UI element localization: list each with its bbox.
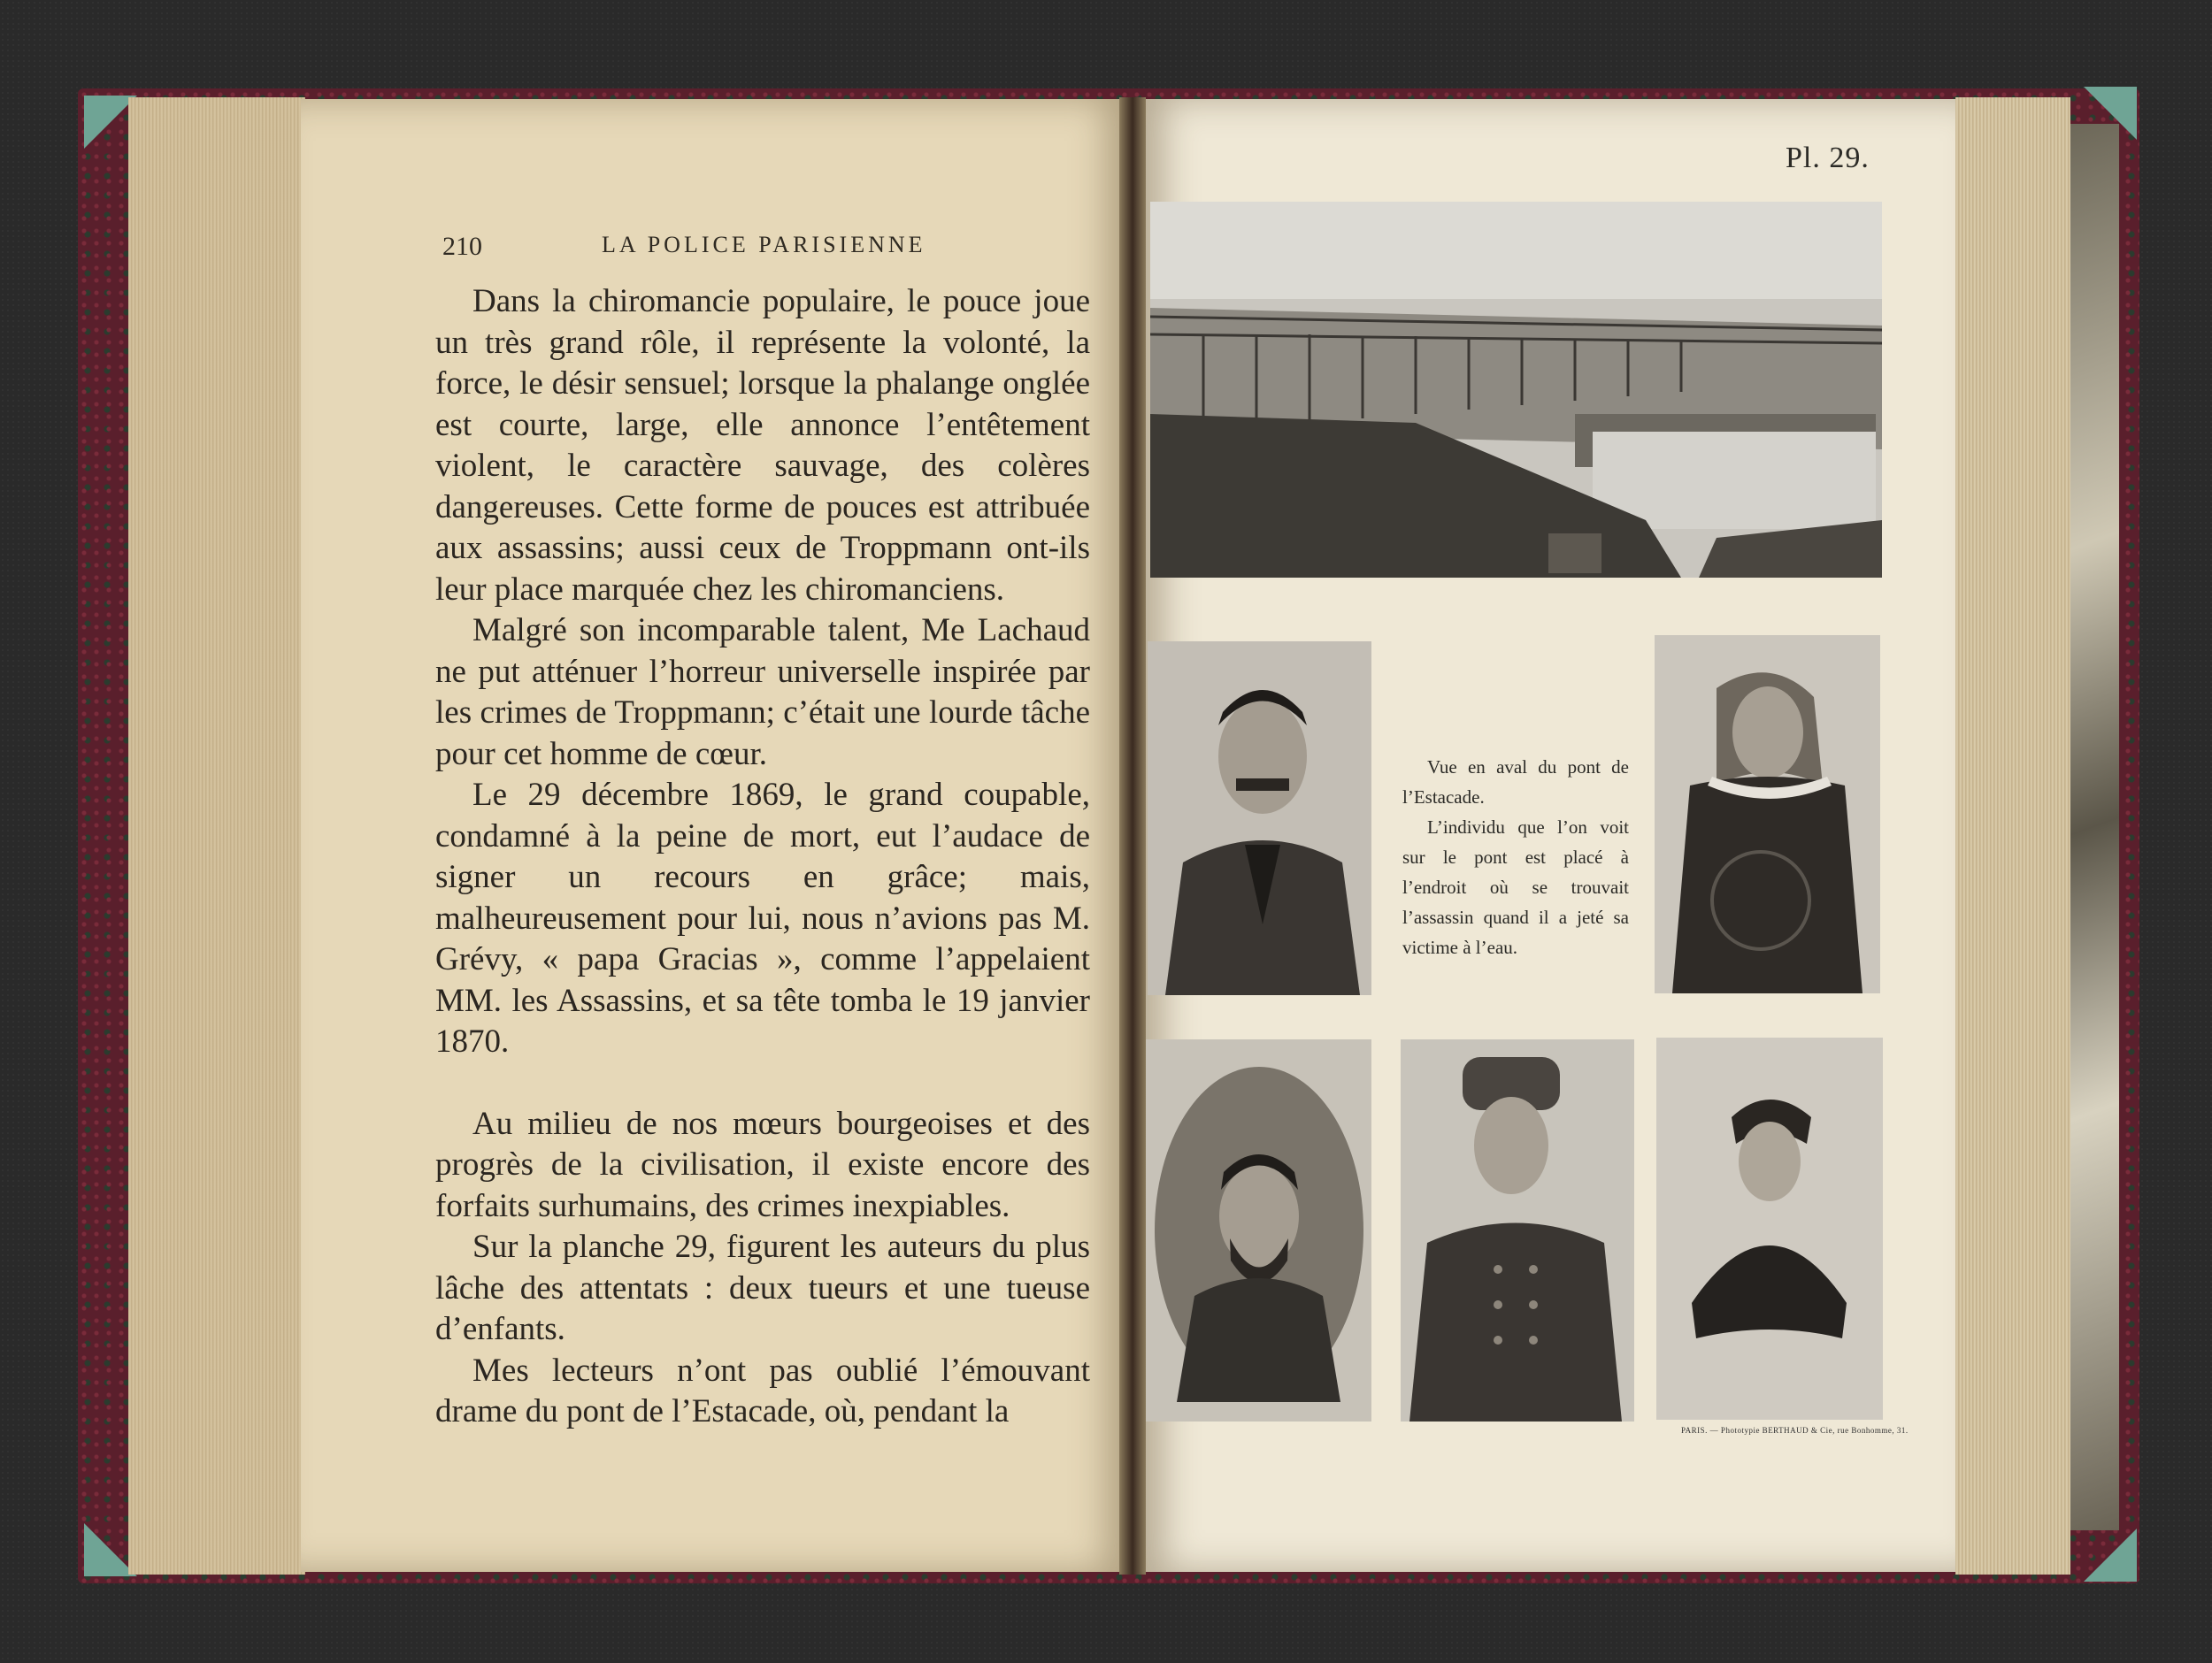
plate-number: Pl. 29. [1786,142,1870,174]
running-title: LA POLICE PARISIENNE [602,232,926,257]
section-break [435,1063,1090,1104]
caption-text: L’individu que l’on voit sur le pont est placé à l’endroit où se trouvait l’assassin quand il a jeté sa victime à l’eau. [1402,816,1629,958]
paragraph: Sur la planche 29, figurent les auteurs du plus lâche des attentats : deux tueurs et une tueuse d’enfants. [435,1229,1090,1347]
paragraph: Le 29 décembre 1869, le grand coupable, condamné à la peine de mort, eut l’audace de signer un recours en grâce; mais, malheureusement pour lui, nous n’avions pas M. Grévy, « papa Gracias », comme l’appelaient MM. les Assassins, et sa tête tomba le 19 janvier 1870. [435,777,1090,1060]
plate-caption [1402,752,1629,962]
paragraph: Mes lecteurs n’ont pas oublié l’émouvant drame du pont de l’Estacade, où, pendant la [435,1352,1090,1429]
printer-credit: PARIS. — Phototypie BERTHAUD & Cie, rue Bonhomme, 31. [1681,1426,1909,1435]
page-number: 210 [442,232,482,261]
marbled-endpaper [2066,124,2119,1530]
portrait-man-mustache [1148,641,1371,995]
portrait-girl [1655,635,1880,993]
paragraph: Au milieu de nos mœurs bourgeoises et des progrès de la civilisation, il existe encore des forfaits surhumains, des crimes inexpiables. [435,1105,1090,1224]
paragraph: Dans la chiromancie populaire, le pouce joue un très grand rôle, il représente la volonté, la force, le désir sensuel; lorsque la phalange onglée est courte, large, elle annonce l’entêtement violent, le caractère sauvage, des colères dangereuses. Cette forme de pouces est attribuée aux assassins; aussi ceux de Troppmann ont-ils leur place marquée chez les chiromanciens. [435,283,1090,608]
page-edges-left [128,97,305,1575]
paragraph: Malgré son incomparable talent, Me Lachaud ne put atténuer l’horreur universelle inspirée par les crimes de Troppmann; c’était une lourde tâche pour cet homme de cœur. [435,612,1090,772]
bridge-photo [1150,202,1882,578]
portrait-man-cap [1401,1039,1634,1422]
book-gutter [1119,97,1146,1575]
page-edges-right [1955,97,2070,1575]
caption-title: Vue en aval du pont de l’Estacade. [1402,756,1629,808]
portrait-bearded-man-oval [1146,1039,1371,1422]
body-text [435,281,1090,1433]
portrait-woman [1656,1038,1883,1420]
